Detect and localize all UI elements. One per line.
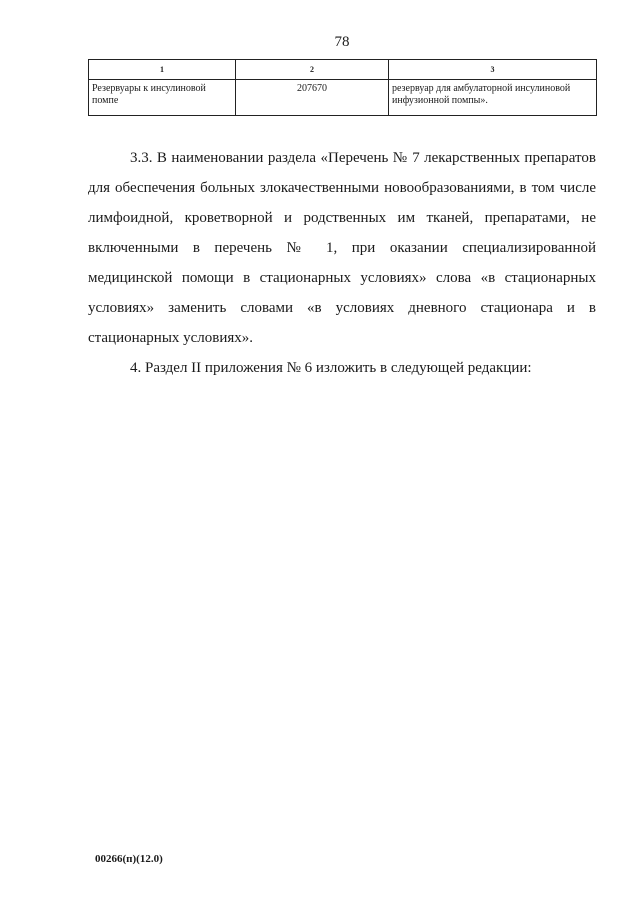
column-header-2: 2	[236, 60, 389, 80]
table-header-row	[89, 60, 597, 80]
body-text	[88, 143, 596, 383]
footer-document-code: 00266(п)(12.0)	[95, 853, 163, 865]
data-table	[88, 59, 597, 116]
table-cell-description: резервуар для амбулаторной инсулиновой инфузионной помпы».	[389, 80, 597, 116]
page-number: 78	[334, 34, 350, 50]
table-cell-name: Резервуары к инсулиновой помпе	[89, 80, 236, 116]
table-row	[89, 80, 597, 116]
table-cell-code: 207670	[236, 80, 389, 116]
paragraph-4: 4. Раздел II приложения № 6 изложить в следующей редакции:	[130, 360, 532, 376]
column-header-3: 3	[389, 60, 597, 80]
paragraph-3-3: 3.3. В наименовании раздела «Перечень № 7 лекарственных препаратов для обеспечения больных злокачественными новообразованиями, в том числе лимфоидной, кроветворной и родственных им тканей, препаратами, не включенными в перечень № 1, при оказании специализированной медицинской помощи в стационарных условиях» слова «в стационарных условиях» заменить словами «в условиях дневного стационара и в стационарных условиях».	[88, 150, 596, 346]
column-header-1: 1	[89, 60, 236, 80]
